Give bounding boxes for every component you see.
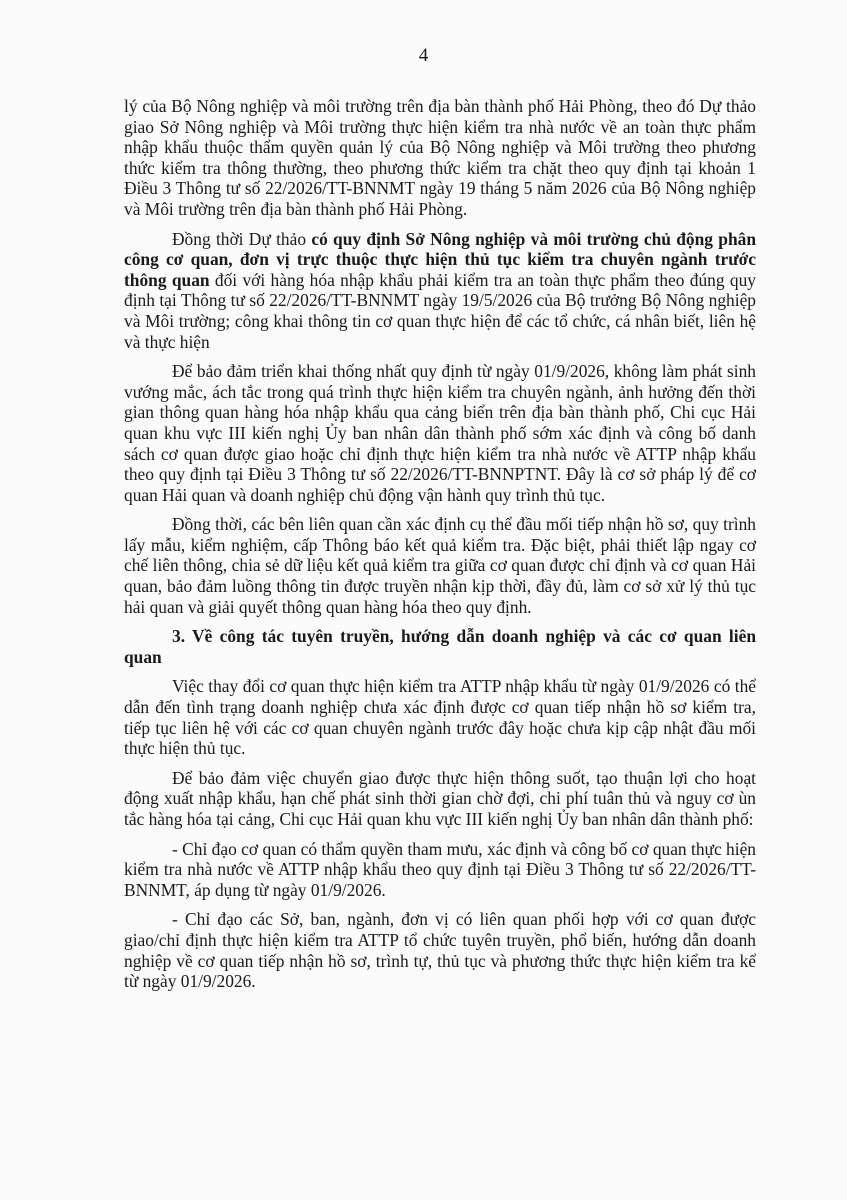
page-number: 4 <box>418 45 429 66</box>
paragraph-text: đối với hàng hóa nhập khẩu phải kiểm tra an toàn thực phẩm theo đúng quy định tại Thông tư số 22/2026/TT-BNNMT ngày 19/5/2026 của Bộ trưởng Bộ Nông nghiệp và Môi trường; công khai thông tin cơ quan thực hiện để các tổ chức, cá nhân biết, liên hệ và thực hiện <box>124 269 756 352</box>
paragraph-draft-provision <box>124 229 756 353</box>
paragraph-proposal-intro: Để bảo đảm việc chuyển giao được thực hiện thông suốt, tạo thuận lợi cho hoạt động xuất nhập khẩu, hạn chế phát sinh thời gian chờ đợi, chi phí tuân thủ và nguy cơ ùn tắc hàng hóa tại cảng, Chi cục Hải quan khu vực III kiến nghị Ủy ban nhân dân thành phố: <box>124 767 756 829</box>
paragraph-change-impact: Việc thay đổi cơ quan thực hiện kiểm tra ATTP nhập khẩu từ ngày 01/9/2026 có thể dẫn đến tình trạng doanh nghiệp chưa xác định được cơ quan tiếp nhận hồ sơ kiểm tra, tiếp tục liên hệ với các cơ quan chuyên ngành trước đây hoặc chưa kịp cập nhật đầu mối thực hiện thủ tục. <box>124 676 756 759</box>
section-heading-3: 3. Về công tác tuyên truyền, hướng dẫn doanh nghiệp và các cơ quan liên quan <box>124 626 756 667</box>
paragraph-text: Đồng thời Dự thảo <box>172 228 312 249</box>
list-item-direct-departments: - Chỉ đạo các Sở, ban, ngành, đơn vị có liên quan phối hợp với cơ quan được giao/chỉ định thực hiện kiểm tra ATTP tổ chức tuyên truyền, phổ biến, hướng dẫn doanh nghiệp về cơ quan tiếp nhận hồ sơ, trình tự, thủ tục và phương thức thực hiện kiểm tra kể từ ngày 01/9/2026. <box>124 909 756 992</box>
list-item-direct-authority: - Chỉ đạo cơ quan có thẩm quyền tham mưu, xác định và công bố cơ quan thực hiện kiểm tra nhà nước về ATTP nhập khẩu theo quy định tại Điều 3 Thông tư số 22/2026/TT-BNNMT, áp dụng từ ngày 01/9/2026. <box>124 838 756 900</box>
paragraph-recommendation: Để bảo đảm triển khai thống nhất quy định từ ngày 01/9/2026, không làm phát sinh vướng mắc, ách tắc trong quá trình thực hiện kiểm tra chuyên ngành, ảnh hưởng đến thời gian thông quan hàng hóa nhập khẩu qua cảng biển trên địa bàn thành phố, Chi cục Hải quan khu vực III kiến nghị Ủy ban nhân dân thành phố sớm xác định và công bố danh sách cơ quan được giao hoặc chỉ định thực hiện kiểm tra nhà nước về ATTP nhập khẩu theo quy định tại Điều 3 Thông tư số 22/2026/TT-BNNPTNT. Đây là cơ sở pháp lý để cơ quan Hải quan và doanh nghiệp chủ động vận hành quy trình thủ tục. <box>124 361 756 505</box>
document-body <box>124 96 756 1001</box>
bold-emphasis: có quy định Sở Nông nghiệp và môi trường chủ động phân công cơ quan, đơn vị trực thuộc thực hiện thủ tục kiểm tra chuyên ngành trước thông quan <box>124 228 756 290</box>
paragraph-coordination: Đồng thời, các bên liên quan cần xác định cụ thể đầu mối tiếp nhận hồ sơ, quy trình lấy mẫu, kiểm nghiệm, cấp Thông báo kết quả kiểm tra. Đặc biệt, phải thiết lập ngay cơ chế liên thông, chia sẻ dữ liệu kết quả kiểm tra giữa cơ quan được chỉ định và cơ quan Hải quan, bảo đảm luồng thông tin được truyền nhận kịp thời, đầy đủ, làm cơ sở xử lý thủ tục hải quan và giải quyết thông quan hàng hóa theo quy định. <box>124 514 756 617</box>
paragraph-continuation: lý của Bộ Nông nghiệp và môi trường trên địa bàn thành phố Hải Phòng, theo đó Dự thảo giao Sở Nông nghiệp và Môi trường thực hiện kiểm tra nhà nước về an toàn thực phẩm nhập khẩu thuộc thẩm quyền quản lý của Bộ Nông nghiệp và Môi trường theo phương thức kiểm tra thông thường, theo phương thức kiểm tra chặt theo quy định tại khoản 1 Điều 3 Thông tư số 22/2026/TT-BNNMT ngày 19 tháng 5 năm 2026 của Bộ Nông nghiệp và Môi trường trên địa bàn thành phố Hải Phòng. <box>124 96 756 219</box>
